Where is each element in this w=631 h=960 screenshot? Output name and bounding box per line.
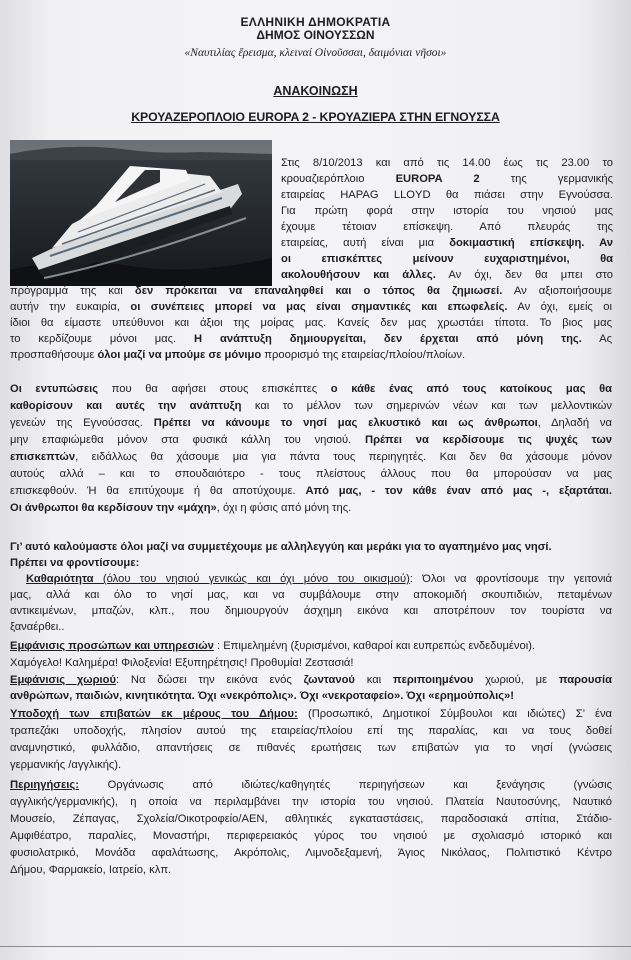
text-line: τραπεζάκι υποδοχής, πλησίον αυτού της εταιρείας/πλοίου επί της παραλίας, και να τους δοθεί bbox=[10, 725, 612, 737]
text-line: Για πρώτη φορά στην ιστορία του νησιού μας bbox=[281, 205, 613, 217]
text-line: αγγλικής/γερμανικής), η οποία να περιλαμβάνει την ιστορία του νησιού. Πλατεία Ναυτοσύνης, Ναυτικό bbox=[10, 796, 612, 808]
text-line: Αμφιθέατρο, παραλίες, Μοναστήρι, περιφερειακός γύρος του νησιού με σχολιασμό ιστορικό και bbox=[10, 830, 612, 842]
text-line: επισκεφθούν. Ή θα επιτύχουμε ή θα αποτύχουμε. Από μας, - τον κάθε έναν από μας -, εξαρτάται. bbox=[10, 485, 612, 497]
document-title: ΚΡΟΥΑΖΕΡΟΠΛΟΙΟ EUROPA 2 - ΚΡΟΥΑΖΙΕΡΑ ΣΤΗΝ ΕΓΝΟΥΣΣΑ bbox=[131, 110, 500, 124]
cruise-ship-photo bbox=[10, 140, 272, 286]
municipality-heading: ΔΗΜΟΣ ΟΙΝΟΥΣΣΩΝ bbox=[256, 28, 375, 42]
text-line: μας, αλλά και όλο το νησί μας, και να συμβάλουμε στην αποκομιδή σκουπιδιών, πεταμένων bbox=[10, 589, 612, 601]
republic-heading: ΕΛΛΗΝΙΚΗ ΔΗΜΟΚΡΑΤΙΑ bbox=[240, 15, 391, 29]
letterhead bbox=[0, 16, 631, 61]
text-line: αυτήν την ευκαιρία, οι συνέπειες μπορεί να μας είναι σημαντικές και επωφελείς. Αν όχι, εμείς οι bbox=[10, 301, 612, 313]
text-line: οι επισκέπτες μείνουν ευχαριστημένοι, θα bbox=[281, 253, 613, 265]
text-line: Στις 8/10/2013 και από τις 14.00 έως τις 23.00 το bbox=[281, 157, 613, 169]
text-line: Μουσείο, Ζέπαγας, Σχολεία/Οικοτροφείο/ΑΕΝ, αθλητικές εγκαταστάσεις, παραδοσιακά σπίτια, Στάδιο- bbox=[10, 813, 612, 825]
text-line: πρόγραμμά της και δεν πρόκειται να επαναληφθεί και ο τόπος θα ζημιωσεί. Αν αξιοποιήσουμε bbox=[10, 285, 612, 297]
task-appearance-village: Εμφάνισις χωριού: Να δώσει την εικόνα ενός ζωντανού και περιποιημένου χωριού, με παρουσία bbox=[10, 674, 612, 686]
text-line: το κερδίζουμε μόνοι μας. Η ανάπτυξη δημιουργείται, δεν έρχεται από μόνη της. Ας bbox=[10, 333, 612, 345]
text-line: Δήμου, Φαρμακείο, Ιατρείο, κλπ. bbox=[10, 864, 172, 876]
text-line: γενεών της Εγνούσσας. Πρέπει να κάνουμε το νησί μας ελκυστικό και ως άνθρωποι, Δηλαδή να bbox=[10, 417, 612, 429]
text-line: γερμανικής /αγγλικής). bbox=[10, 759, 122, 771]
page-edge bbox=[0, 946, 631, 947]
task-reception: Υποδοχή των επιβατών εκ μέρους του Δήμου: (Προσωπικό, Δημοτικοί Σύμβουλοι και ιδιώτες) Σ’ ένα bbox=[10, 708, 613, 720]
text-line: αντικειμένων, μπαζών, κλπ., που δημιουργούν άσχημη εικόνα και αποτρέπουν τον τουρίστα να bbox=[10, 605, 612, 617]
text-line: Χαμόγελο! Καλημέρα! Φιλοξενία! Εξυπηρέτησις! Προθυμία! Ζεστασιά! bbox=[10, 657, 354, 669]
text-line: κρουαζιερόπλοιο EUROPA 2 της γερμανικής bbox=[281, 173, 613, 185]
text-line: ανθρώπων, παιδιών, κινητικότητα. Όχι «νεκρόπολις». Όχι «νεκροταφείο». Όχι «ερημούπολις»! bbox=[10, 690, 514, 702]
text-line: εταιρείας, αυτή είναι μια δοκιμαστική επίσκεψη. Αν bbox=[281, 237, 613, 249]
text-line: μην επαφιώμεθα μόνον στα φυσικά κάλλη του νησιού. Πρέπει να κερδίσουμε τις ψυχές των bbox=[10, 434, 612, 446]
text-line: Πρέπει να φροντίσουμε: bbox=[10, 557, 140, 569]
text-line: ακολουθήσουν και άλλες. Αν όχι, δεν θα μπει στο bbox=[281, 269, 613, 281]
text-line: εταιρείας HAPAG LLOYD θα πιάσει στην Εγνούσσα. bbox=[281, 189, 613, 201]
ship-illustration bbox=[10, 140, 272, 286]
text-line: Οι άνθρωποι θα κερδίσουν την «μάχη», όχι η φύσις από μόνη της. bbox=[10, 502, 352, 514]
task-tours: Περιηγήσεις: Οργάνωσις από ιδιώτες/καθηγητές περιηγήσεων και ξενάγησις (γνώσις bbox=[10, 779, 612, 791]
text-line: προσπαθήσουμε όλοι μαζί να μπούμε σε μόνιμο προορισμό της εταιρείας/πλοίου/πλοίων. bbox=[10, 349, 466, 361]
motto: «Ναυτιλίας ἕρεισμα, κλειναί Οἰνοῦσσαι, δαιμόνιαι νῆσοι» bbox=[184, 47, 447, 59]
text-line: φυσιολατρικό, Μονάδα αφαλάτωσης, Ακρόπολις, Λιμνοδεξαμενή, Άγιος Νικόλαος, Πολιτιστικό Κέντρο bbox=[10, 847, 612, 859]
text-line: επισκεπτών, ειδάλλως θα χάσουμε μια για πάντα τους περιηγητές. Και δεν θα χάσουμε μόνον bbox=[10, 451, 612, 463]
text-line: καθορίσουν και αυτές την ανάπτυξη και το μέλλον των σημερινών νέων και των μελλοντικών bbox=[10, 400, 613, 412]
text-line: έχουμε τέτοιαν επίσκεψη. Από πλευράς της bbox=[281, 221, 613, 233]
text-line: ξαναέρθει.. bbox=[10, 621, 65, 633]
text-line: Γι’ αυτό καλούμαστε όλοι μαζί να συμμετέχουμε με αλληλεγγύη και μεράκι για το αγαπημένο μας νησί. bbox=[10, 541, 552, 553]
text-line: αυτούς αλλά – και το σπουδαιότερο - τους πλείστους άλλους που θα μπορούσαν να μας bbox=[10, 468, 612, 480]
text-line: Οι εντυπώσεις που θα αφήσει στους επισκέπτες ο κάθε ένας από τους κατοίκους μας θα bbox=[10, 383, 612, 395]
announcement-heading: ΑΝΑΚΟΙΝΩΣΗ bbox=[273, 84, 358, 98]
task-appearance-people: Εμφάνισις προσώπων και υπηρεσιών : Επιμελημένη (ξυρισμένοι, καθαροί και ευπρεπώς ενδεδυμένοι). bbox=[10, 640, 536, 652]
text-line: ίδιοι θα είμαστε υπεύθυνοι και άξιοι της μοίρας μας. Κανείς δεν μας χρωστάει τίποτα. Το βιος μας bbox=[10, 317, 612, 329]
task-cleanliness: Καθαριότητα (όλου του νησιού γενικώς και όχι μόνο του οικισμού): Όλοι να φροντίσουμε την γειτονιά bbox=[26, 573, 613, 585]
text-line: αναμνηστικό, φυλλάδιο, απαντήσεις σε πιθανές ερωτήσεις των επιβατών για το νησί (γνώσεις bbox=[10, 742, 612, 754]
